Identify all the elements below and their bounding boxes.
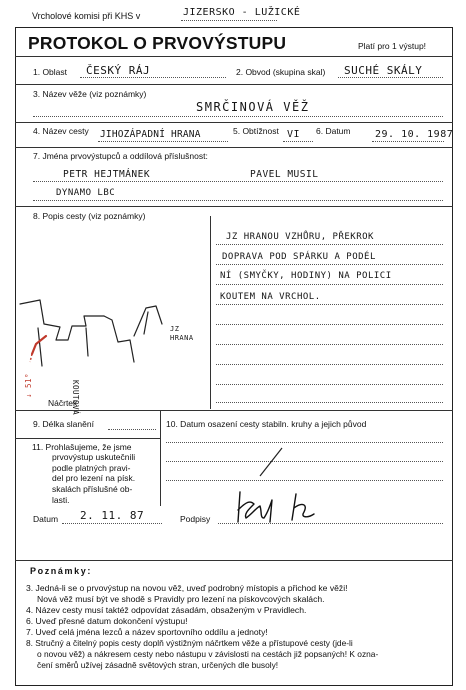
field-datum-value: 29. 10. 1987 xyxy=(375,129,454,140)
cesta-underline xyxy=(98,141,228,142)
osazeni-line-3 xyxy=(166,480,443,481)
field-obvod-label: 2. Obvod (skupina skal) xyxy=(236,67,326,77)
datum-underline xyxy=(372,141,444,142)
desc-line-b xyxy=(216,264,443,265)
declaration-line-1: 11. Prohlašujeme, že jsme xyxy=(32,442,132,452)
description-line-2: DOPRAVA POD SPÁRKU A PODÉL xyxy=(222,252,376,262)
divider-row1 xyxy=(15,84,453,85)
desc-line-i xyxy=(216,402,443,403)
obtiznost-underline xyxy=(283,141,313,142)
delka-underline xyxy=(108,429,156,430)
climbers-underline-2 xyxy=(33,200,443,201)
form-title: PROTOKOL O PRVOVÝSTUPU xyxy=(28,33,287,53)
field-sign-date-value: 2. 11. 87 xyxy=(80,509,145,522)
desc-line-c xyxy=(216,284,443,285)
divider-row9 xyxy=(15,438,160,439)
commission-underline xyxy=(181,20,277,21)
notes-heading: Poznámky: xyxy=(30,566,92,576)
declaration-line-2: prvovýstup uskutečnili xyxy=(52,452,136,462)
commission-handwritten: JIZERSKO - LUŽICKÉ xyxy=(183,7,301,18)
field-sign-date-label: Datum xyxy=(33,514,59,524)
divider-row4 xyxy=(15,147,453,148)
obvod-underline xyxy=(338,77,443,78)
sketch-note-direction: ↓ 51° xyxy=(24,372,33,398)
divider-row3 xyxy=(15,122,453,123)
field-vez-label: 3. Název věže (viz poznámky) xyxy=(33,89,147,99)
declaration-line-3: podle platných pravi- xyxy=(52,463,131,473)
commission-label: Vrcholové komisi při KHS v xyxy=(32,11,141,21)
note-3-continued: Nová věž musí být ve shodě s Pravidly pro lezení na pískovcových skalách. xyxy=(37,594,325,604)
climbers-underline-1 xyxy=(33,181,443,182)
description-line-4: KOUTEM NA VRCHOL. xyxy=(220,292,321,302)
note-8: 8. Stručný a čitelný popis cesty doplň výstižným náčrtkem věže a přístupové cesty (jde-li xyxy=(26,638,353,648)
note-7: 7. Uveď celá jména lezců a název sportovního oddílu a jednoty! xyxy=(26,627,268,637)
divider-row7 xyxy=(15,206,453,207)
sketch-label: Náčrtek xyxy=(48,398,78,408)
note-3: 3. Jedná-li se o prvovýstup na novou věž, uveď podrobný místopis a přichod ke věži! xyxy=(26,583,348,593)
field-obtiznost-value: VI xyxy=(287,129,301,140)
note-4: 4. Název cesty musí taktéž odpovídat zásadám, obsaženým v Pravidlech. xyxy=(26,605,307,615)
desc-line-d xyxy=(216,304,443,305)
field-cesta-value: JIHOZÁPADNÍ HRANA xyxy=(100,129,201,140)
note-6: 6. Uveď přesné datum dokončení výstupu! xyxy=(26,616,188,626)
osazeni-strike-mark xyxy=(256,446,286,480)
climber-1: PETR HEJTMÁNEK xyxy=(63,169,151,180)
field-obtiznost-label: 5. Obtížnost xyxy=(233,126,279,136)
note-8-continued-2: čení směrů užívej zásadně světových stran, určených dle busoly! xyxy=(37,660,279,670)
climbers-club: DYNAMO LBC xyxy=(56,188,116,198)
field-oblast-label: 1. Oblast xyxy=(33,67,68,77)
osazeni-line-2 xyxy=(166,461,443,462)
field-vez-value: SMRČINOVÁ VĚŽ xyxy=(196,100,310,114)
sketch-divider xyxy=(210,216,211,409)
climber-2: PAVEL MUSIL xyxy=(250,169,319,180)
signatures-handwritten xyxy=(228,488,348,528)
field-popis-label: 8. Popis cesty (viz poznámky) xyxy=(33,211,146,221)
divider-title xyxy=(15,56,453,57)
sketch-note-edge: JZ HRANA xyxy=(170,325,194,342)
desc-line-f xyxy=(216,344,443,345)
sketch-note-corner: KOUTOVÁ xyxy=(71,380,80,416)
note-8-continued-1: o novou věž) a nákresem cesty nebo nástupu v závislosti na cestách již popsaných! K ozna- xyxy=(37,649,379,659)
desc-line-h xyxy=(216,384,443,385)
field-delka-label: 9. Délka slanění xyxy=(33,419,94,429)
declaration-line-5: skalách příslušné ob- xyxy=(52,484,133,494)
declaration-line-6: lasti. xyxy=(52,495,70,505)
route-sketch xyxy=(16,216,210,410)
desc-line-g xyxy=(216,364,443,365)
field-obvod-value: SUCHÉ SKÁLY xyxy=(344,64,423,77)
oblast-underline xyxy=(80,77,226,78)
description-line-1: JZ HRANOU VZHŮRU, PŘEKROK xyxy=(226,232,374,242)
desc-line-a xyxy=(216,244,443,245)
field-oblast-value: ČESKÝ RÁJ xyxy=(86,64,151,77)
row9-divider xyxy=(160,410,161,506)
field-climbers-label: 7. Jména prvovýstupců a oddílová příslušnost: xyxy=(33,151,208,161)
field-osazeni-label: 10. Datum osazení cesty stabiln. kruhy a jejich původ xyxy=(166,419,367,429)
osazeni-line-1 xyxy=(166,442,443,443)
field-cesta-label: 4. Název cesty xyxy=(33,126,89,136)
vez-underline xyxy=(33,116,443,117)
description-line-3: NÍ (SMYČKY, HODINY) NA POLICI xyxy=(220,271,392,281)
declaration-line-4: del pro lezení na písk. xyxy=(52,473,136,483)
sign-date-underline xyxy=(62,523,162,524)
validity-note: Platí pro 1 výstup! xyxy=(358,41,427,51)
divider-row8 xyxy=(15,410,453,411)
desc-line-e xyxy=(216,324,443,325)
field-signatures-label: Podpisy xyxy=(180,514,211,524)
divider-notes xyxy=(15,560,453,561)
field-datum-label: 6. Datum xyxy=(316,126,351,136)
